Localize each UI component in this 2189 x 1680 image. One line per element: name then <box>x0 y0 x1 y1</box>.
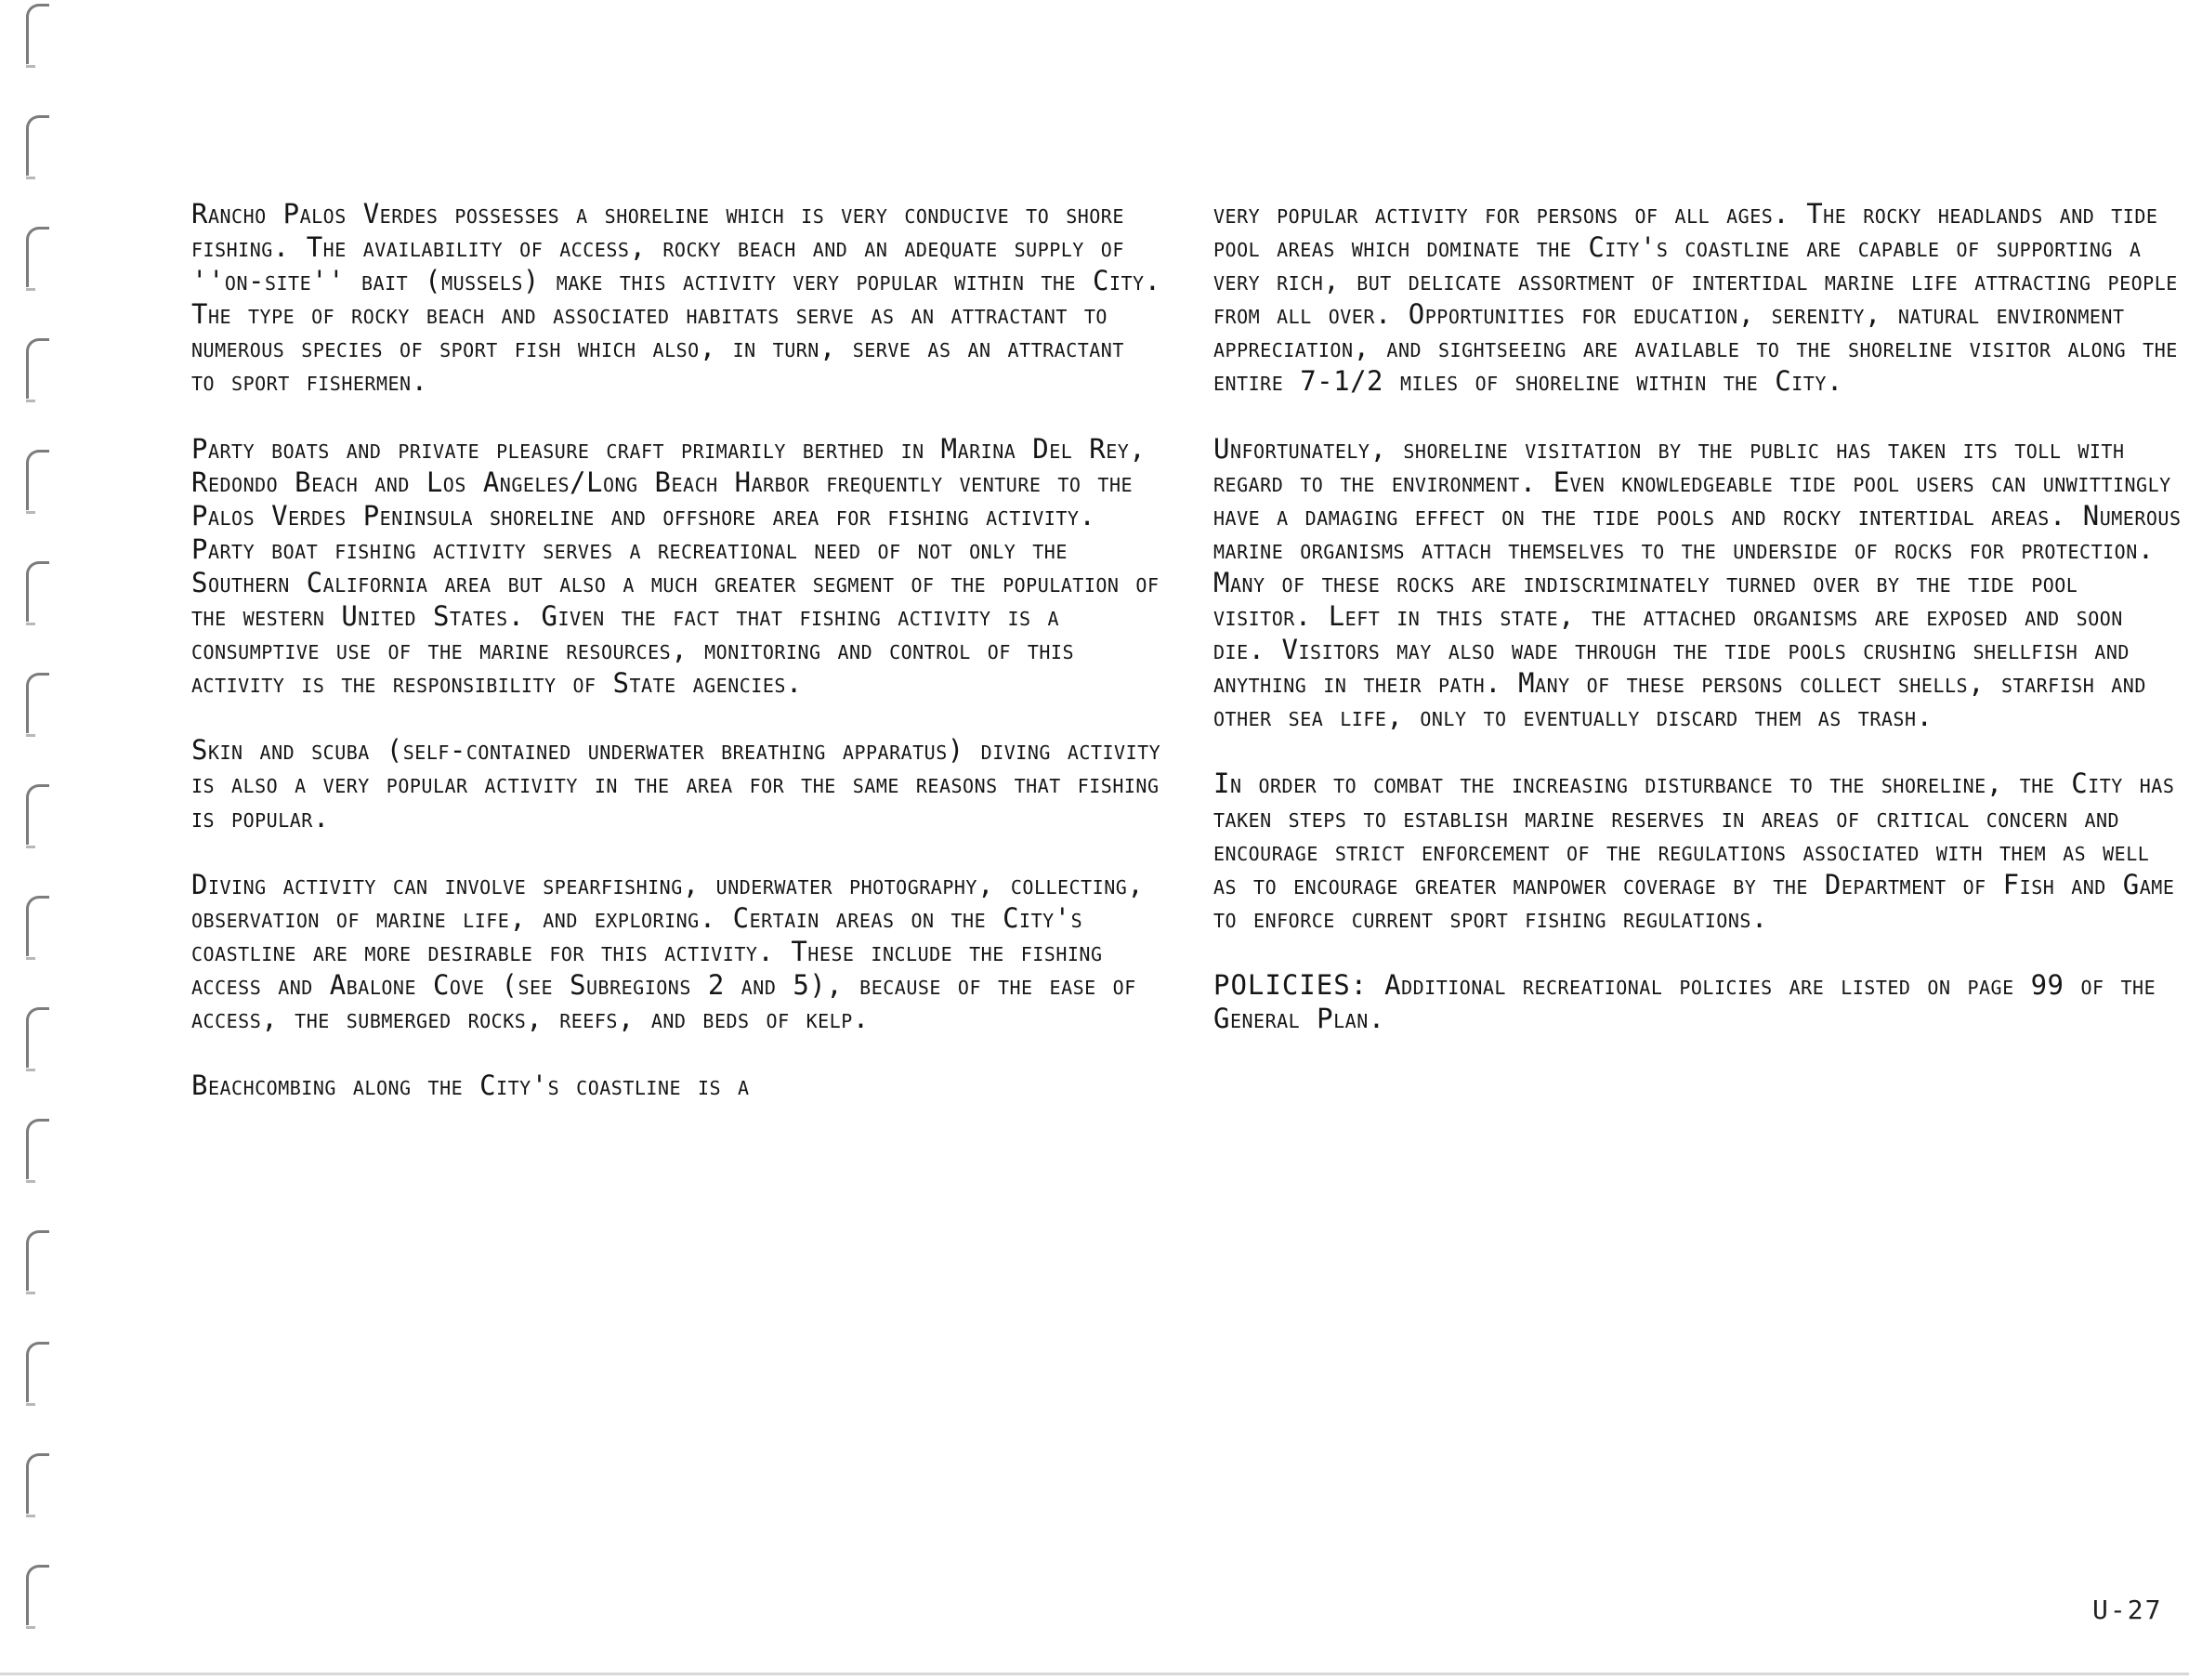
paragraph-beachcombing-continued: very popular activity for persons of all ages. The rocky headlands and tide pool areas which dominate the City's coastline are capable of supporting a very rich, but delicate assortment of intertidal marine life attracting people from all over. Opportunities for education, serenity, natural environment appreciation, and sightseeing are available to the shoreline visitor along the entire 7-1/2 miles of shoreline within the City. <box>1213 198 2178 398</box>
paragraph-marine-reserves: In order to combat the increasing disturbance to the shoreline, the City has taken steps to establish marine reserves in areas of critical concern and encourage strict enforcement of the regulations associated with them as well as to encourage greater manpower coverage by the Department of Fish and Game to enforce current sport fishing regulations. <box>1213 768 2175 934</box>
binding-hole-icon <box>26 450 49 510</box>
page-number: U-27 <box>2092 1595 2163 1625</box>
binding-hole-icon <box>26 4 49 64</box>
paragraph-skin-scuba: Skin and scuba (self-contained underwater breathing apparatus) diving activity is also a very popular activity in the area for the same reasons that fishing is popular. <box>191 734 1161 833</box>
paragraph-visitation-impact: Unfortunately, shoreline visitation by the public has taken its toll with regard to the environment. Even knowledgeable tide pool users can unwittingly have a damaging effect on the tide pools and rocky intertidal areas. Numerous marine organisms attach themselves to the underside of rocks for protection. Many of these rocks are indiscriminately turned over by the tide pool visitor. Left in this state, the attached organisms are exposed and soon die. Visitors may also wade through the tide pools crushing shellfish and anything in their path. Many of these persons collect shells, starfish and other sea life, only to eventually discard them as trash. <box>1213 432 2182 733</box>
binding-hole-icon <box>26 115 49 176</box>
page-bottom-edge <box>0 1673 2189 1675</box>
binding-hole-icon <box>26 1230 49 1291</box>
binding-hole-icon <box>26 784 49 845</box>
paragraph-beachcombing: Beachcombing along the City's coastline is a <box>191 1070 750 1102</box>
binding-hole-icon <box>26 1119 49 1179</box>
paragraph-party-boats: Party boats and private pleasure craft primarily berthed in Marina Del Rey, Redondo Beach and Los Angeles/Long Beach Harbor frequently venture to the Palos Verdes Peninsula shoreline and offshore area for fishing activity. Party boat fishing activity serves a recreational need of not only the Southern California area but also a much greater segment of the population of the western United States. Given the fact that fishing activity is a consumptive use of the marine resources, monitoring and control of this activity is the responsibility of State agencies. <box>191 432 1160 700</box>
binding-hole-icon <box>26 1007 49 1068</box>
policies-label: POLICIES: <box>1213 968 1369 1001</box>
binding-hole-icon <box>26 896 49 956</box>
binding-hole-icon <box>26 338 49 399</box>
left-text-column <box>191 197 1162 1102</box>
binding-hole-icon <box>26 1565 49 1625</box>
binding-hole-icon <box>26 227 49 287</box>
binding-hole-icon <box>26 1453 49 1514</box>
binding-hole-icon <box>26 673 49 733</box>
paragraph-shore-fishing: Rancho Palos Verdes possesses a shoreline which is very conducive to shore fishing. The availability of access, rocky beach and an adequate supply of ''on-site'' bait (mussels) make this activity very popular within the City. The type of rocky beach and associated habitats serve as an attractant to numerous species of sport fish which also, in turn, serve as an attractant to sport fishermen. <box>191 198 1161 398</box>
binding-hole-icon <box>26 561 49 622</box>
policies-text: Additional recreational policies are listed on page 99 of the General Plan. <box>1213 968 2156 1034</box>
binding-hole-icon <box>26 1342 49 1402</box>
right-text-column <box>1213 197 2184 1069</box>
policies-statement <box>1213 968 2184 1035</box>
paragraph-diving-activity: Diving activity can involve spearfishing, underwater photography, collecting, observation of marine life, and exploring. Certain areas on the City's coastline are more desirable for this activity. These include the fishing access and Abalone Cove (see Subregions 2 and 5), because of the ease of access, the submerged rocks, reefs, and beds of kelp. <box>191 868 1145 1034</box>
